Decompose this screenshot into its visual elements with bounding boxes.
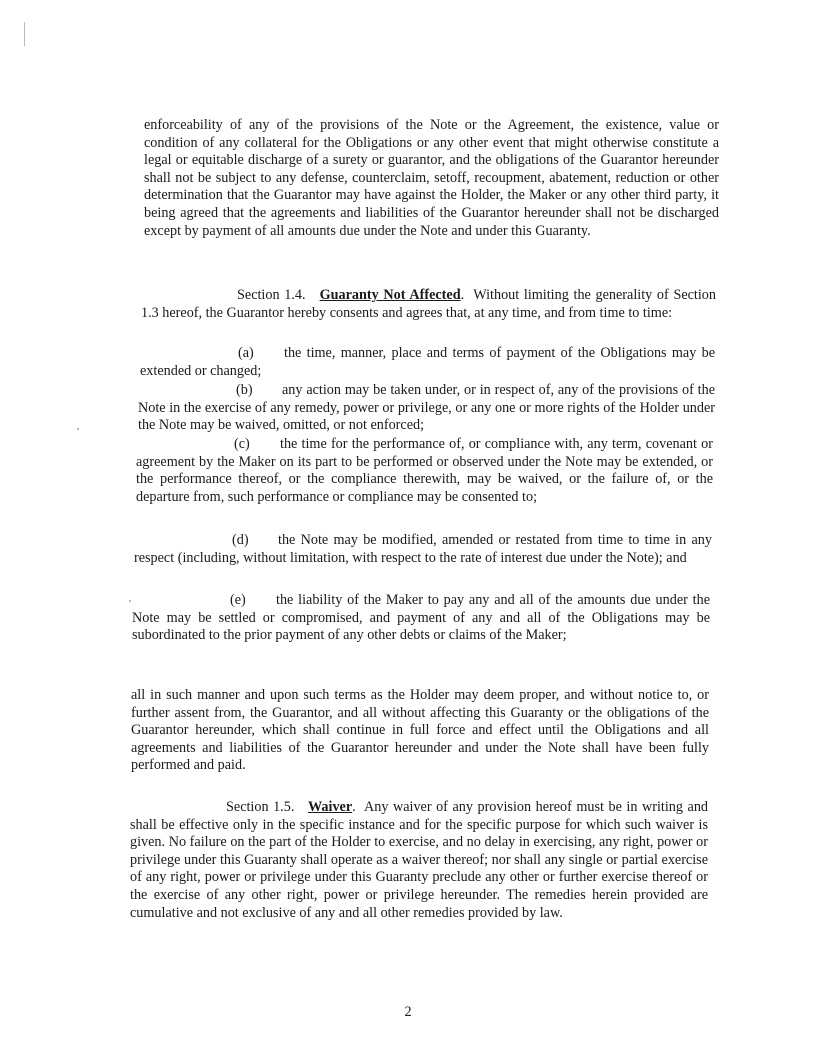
list-item-b	[138, 382, 715, 435]
section-1-5-heading-punct: .	[352, 799, 356, 815]
section-1-4-number: Section 1.4.	[237, 287, 306, 303]
item-text: the time, manner, place and terms of payment of the Obligations may be extended or changed;	[140, 345, 715, 379]
section-1-5-heading: Waiver	[308, 799, 353, 815]
list-item-c	[136, 436, 713, 506]
section-1-4-intro-text: Without limiting the generality of Section 1.3 hereof, the Guarantor hereby consents and agrees that, at any time, and from time to time:	[141, 287, 716, 321]
item-text: the Note may be modified, amended or restated from time to time in any respect (including, without limitation, with respect to the rate of interest due under the Note); and	[134, 532, 712, 566]
scan-mark	[129, 600, 131, 602]
section-1-5-text: Any waiver of any provision hereof must be in writing and shall be effective only in the specific instance and for the specific purpose for which such waiver is given. No failure on the part of the Holder to exercise, and no delay in exercising, any right, power or privilege under this Guaranty shall operate as a waiver thereof; nor shall any single or partial exercise of any right, power or privilege under this Guaranty preclude any other or further exercise thereof or the exercise of any other right, power or privilege hereunder. The remedies herein provided are cumulative and not exclusive of any and all other remedies provided by law.	[130, 799, 709, 921]
page-number: 2	[404, 1004, 412, 1020]
section-1-5-paragraph	[130, 799, 708, 922]
list-item-d	[134, 532, 712, 567]
section-1-4-heading-punct: .	[460, 287, 465, 303]
continuation-paragraph: enforceability of any of the provisions of the Note or the Agreement, the existence, value or condition of any collateral for the Obligations or any other event that might otherwise constitute a legal or equitable discharge of a surety or guarantor, and the obligations of the Guarantor hereunder shall not be subject to any defense, counterclaim, setoff, recoupment, abatement, reduction or other determination that the Guarantor may have against the Holder, the Maker or any other third party, it being agreed that the agreements and liabilities of the Guarantor hereunder shall not be discharged except by payment of all amounts due under the Note and under this Guaranty.	[144, 117, 719, 239]
item-label: (e)	[230, 592, 246, 608]
item-text: the time for the performance of, or compliance with, any term, covenant or agreement by the Maker on its part to be performed or observed under the Note may be extended, or the performance thereof, or the compliance therewith, may be waived, or the failure of, or the departure from, such performance or compliance may be consented to;	[136, 436, 713, 505]
section-1-5-number: Section 1.5.	[226, 799, 295, 815]
scan-mark	[77, 428, 79, 430]
section-1-4-heading: Guaranty Not Affected	[319, 287, 461, 303]
item-label: (c)	[234, 436, 250, 452]
item-text: any action may be taken under, or in respect of, any of the provisions of the Note in the exercise of any remedy, power or privilege, or any one or more rights of the Holder under the Note may be waived, omitted, or not enforced;	[138, 382, 715, 434]
section-1-4-intro	[141, 287, 716, 322]
scan-mark	[24, 22, 25, 46]
item-label: (a)	[238, 345, 254, 361]
item-label: (d)	[232, 532, 249, 548]
section-1-4-closing: all in such manner and upon such terms as the Holder may deem proper, and without notice to, or further assent from, the Guarantor, and all without affecting this Guaranty or the obligations of the Guarantor hereunder, which shall continue in full force and effect until the Obligations and all agreements and liabilities of the Guarantor hereunder and under the Note shall have been fully performed and paid.	[131, 687, 709, 774]
item-text: the liability of the Maker to pay any and all of the amounts due under the Note may be settled or compromised, and payment of any and all of the Obligations may be subordinated to the prior payment of any other debts or claims of the Maker;	[132, 592, 710, 644]
list-item-a	[140, 345, 715, 380]
item-label: (b)	[236, 382, 253, 398]
list-item-e	[132, 592, 710, 645]
